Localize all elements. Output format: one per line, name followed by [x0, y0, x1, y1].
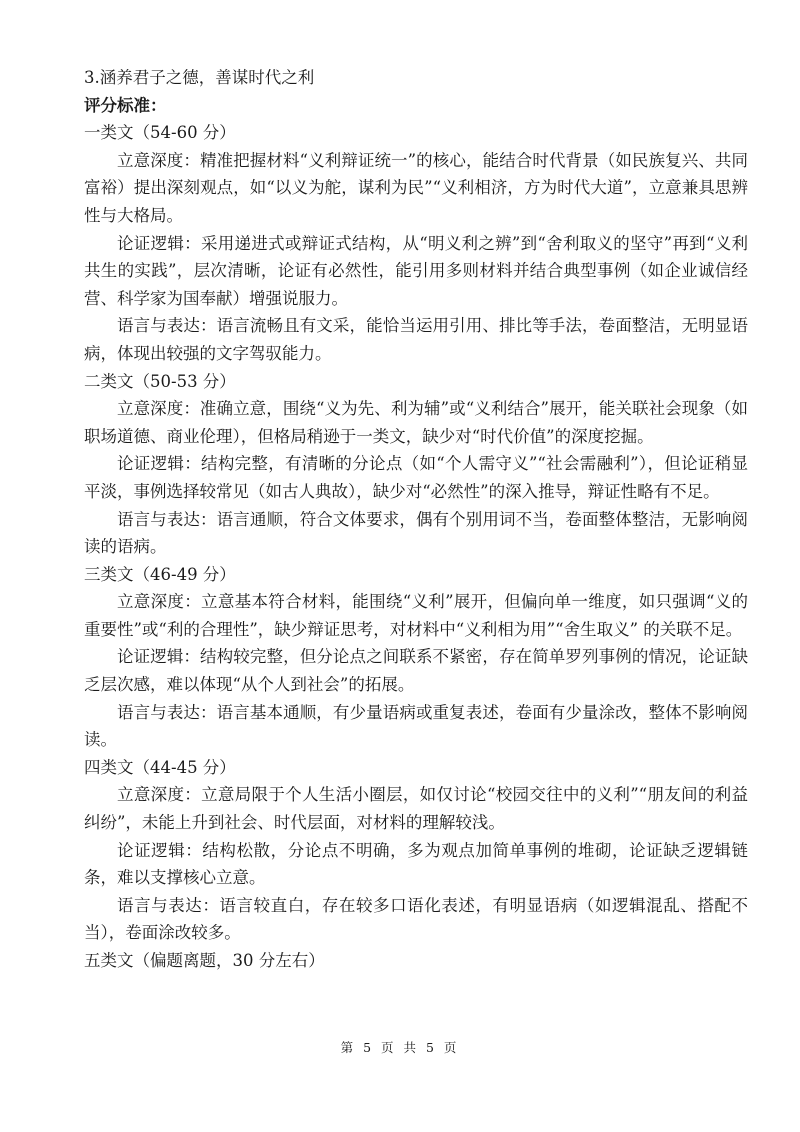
page-number-footer: 第 5 页 共 5 页: [340, 1040, 460, 1055]
grade-block-2: [84, 368, 748, 561]
grade-label: 一类文（54-60 分）: [84, 123, 236, 143]
grade-criterion: 语言与表达：语言流畅且有文采，能恰当运用引用、排比等手法，卷面整洁，无明显语病，体现出较强的文字驾驭能力。: [84, 316, 748, 363]
grade-criterion: 立意深度：精准把握材料“义利辩证统一”的核心，能结合时代背景（如民族复兴、共同富裕）提出深刻观点，如“以义为舵，谋利为民”“义利相济，方为时代大道”，立意兼具思辨性与大格局。: [84, 150, 748, 225]
criteria-heading: 评分标准：: [84, 95, 167, 115]
grade-criterion: 立意深度：准确立意，围绕“义为先、利为辅”或“义利结合”展开，能关联社会现象（如职场道德、商业伦理），但格局稍逊于一类文，缺少对“时代价值”的深度挖掘。: [84, 399, 748, 446]
grade-criterion: 论证逻辑：结构松散，分论点不明确，多为观点加简单事例的堆砌，论证缺乏逻辑链条，难以支撑核心立意。: [84, 840, 748, 888]
grade-criterion: 语言与表达：语言较直白，存在较多口语化表述，有明显语病（如逻辑混乱、搭配不当），卷面涂改较多。: [84, 895, 748, 943]
grade-criterion: 语言与表达：语言通顺，符合文体要求，偶有个别用词不当，卷面整体整洁，无影响阅读的语病。: [84, 509, 748, 557]
grade-block-4: [84, 754, 748, 947]
grade-block-5: [84, 947, 748, 975]
grade-criterion: 立意深度：立意基本符合材料，能围绕“义利”展开，但偏向单一维度，如只强调“义的重要性”或“利的合理性”，缺少辩证思考，对材料中“义利相为用”“舍生取义” 的关联不足。: [84, 592, 748, 639]
grade-block-1: [84, 119, 748, 367]
grade-label: 五类文（偏题离题，30 分左右）: [84, 951, 325, 970]
grade-label: 四类文（44-45 分）: [84, 757, 236, 777]
grade-block-3: [84, 561, 748, 754]
section-title: 3.涵养君子之德，善谋时代之利: [84, 68, 315, 87]
grade-criterion: 论证逻辑：采用递进式或辩证式结构，从“明义利之辨”到“舍利取义的坚守”再到“义利共生的实践”，层次清晰，论证有必然性，能引用多则材料并结合典型事例（如企业诚信经营、科学家为国奉献）增强说服力。: [84, 233, 748, 308]
grade-criterion: 论证逻辑：结构完整，有清晰的分论点（如“个人需守义”“社会需融利”），但论证稍显平淡，事例选择较常见（如古人典故），缺少对“必然性”的深入推导，辩证性略有不足。: [84, 454, 748, 501]
grade-criterion: 立意深度：立意局限于个人生活小圈层，如仅讨论“校园交往中的义利”“朋友间的利益纠纷”，未能上升到社会、时代层面，对材料的理解较浅。: [84, 785, 748, 833]
grade-criterion: 论证逻辑：结构较完整，但分论点之间联系不紧密，存在简单罗列事例的情况，论证缺乏层次感，难以体现“从个人到社会”的拓展。: [84, 647, 748, 695]
grade-criterion: 语言与表达：语言基本通顺，有少量语病或重复表述，卷面有少量涂改，整体不影响阅读。: [84, 702, 748, 750]
grade-label: 二类文（50-53 分）: [84, 371, 236, 391]
grade-label: 三类文（46-49 分）: [84, 564, 236, 584]
page-content: [84, 64, 748, 975]
